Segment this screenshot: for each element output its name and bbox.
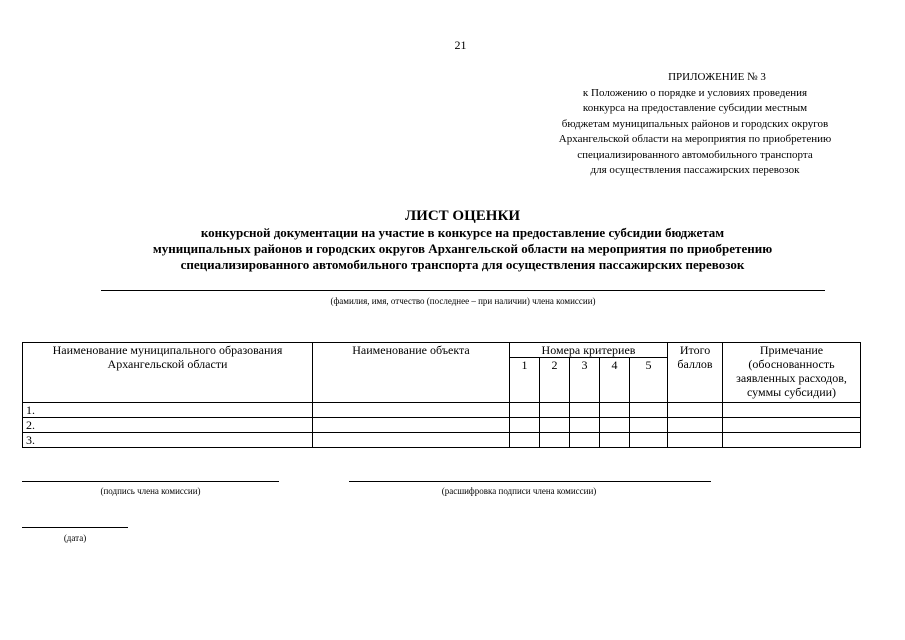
document-subtitle-line: специализированного автомобильного транспорта для осуществления пассажирских перевозок: [180, 257, 745, 272]
appendix-line: специализированного автомобильного транспорта: [577, 148, 813, 161]
appendix-title: ПРИЛОЖЕНИЕ № 3: [668, 71, 766, 83]
appendix-line: к Положению о порядке и условиях проведения: [582, 86, 808, 99]
table-cell[interactable]: [630, 433, 668, 448]
table-cell[interactable]: [313, 433, 510, 448]
table-cell[interactable]: [570, 418, 600, 433]
signature-line: [22, 481, 279, 482]
table-cell[interactable]: [723, 403, 861, 418]
table-cell[interactable]: [668, 433, 723, 448]
table-cell[interactable]: [630, 418, 668, 433]
criterion-number: 5: [630, 358, 668, 403]
table-cell[interactable]: [510, 433, 540, 448]
criterion-number: 3: [570, 358, 600, 403]
criterion-number: 2: [540, 358, 570, 403]
date-line: [22, 527, 128, 528]
table-cell[interactable]: [540, 433, 570, 448]
table-header-row: [23, 343, 861, 358]
table-cell[interactable]: [510, 403, 540, 418]
header-criteria: Номера критериев: [510, 343, 668, 358]
row-number: 3.: [23, 433, 313, 448]
table-cell[interactable]: [313, 418, 510, 433]
member-name-caption: (фамилия, имя, отчество (последнее – при наличии) члена комиссии): [330, 296, 596, 306]
table-cell[interactable]: [600, 418, 630, 433]
table-cell[interactable]: [540, 418, 570, 433]
table-cell[interactable]: [723, 433, 861, 448]
appendix-line: конкурса на предоставление субсидии местным: [582, 102, 808, 114]
table-cell[interactable]: [313, 403, 510, 418]
table-cell[interactable]: [600, 433, 630, 448]
header-municipality: Наименование муниципального образования Архангельской области: [23, 343, 313, 403]
criterion-number: 4: [600, 358, 630, 403]
row-number: 2.: [23, 418, 313, 433]
header-total: Итого баллов: [668, 343, 723, 403]
document-heading: [70, 208, 855, 273]
table-cell[interactable]: [570, 433, 600, 448]
document-subtitle-line: конкурсной документации на участие в конкурсе на предоставление субсидии бюджетам: [200, 225, 725, 240]
table-row: [23, 418, 861, 433]
appendix-line: для осуществления пассажирских перевозок: [590, 164, 800, 176]
table-cell[interactable]: [668, 403, 723, 418]
table-cell[interactable]: [510, 418, 540, 433]
table-cell[interactable]: [570, 403, 600, 418]
evaluation-table: [22, 342, 861, 448]
signature-transcript-line: [349, 481, 711, 482]
document-subtitle-line: муниципальных районов и городских округов Архангельской области на мероприятия по приобретению: [152, 241, 773, 256]
page-number: 21: [454, 38, 467, 52]
criterion-number: 1: [510, 358, 540, 403]
document-title: ЛИСТ ОЦЕНКИ: [405, 208, 520, 224]
appendix-line: Архангельской области на мероприятия по приобретению: [558, 133, 832, 145]
header-note: Примечание (обоснованность заявленных расходов, суммы субсидии): [723, 343, 861, 403]
table-cell[interactable]: [600, 403, 630, 418]
row-number: 1.: [23, 403, 313, 418]
member-name-line: [101, 290, 825, 291]
appendix-line: бюджетам муниципальных районов и городских округов: [561, 117, 829, 130]
appendix-block: [520, 70, 870, 179]
header-object: Наименование объекта: [313, 343, 510, 403]
signature-caption: (подпись члена комиссии): [100, 486, 201, 496]
date-caption: (дата): [63, 533, 87, 543]
table-cell[interactable]: [630, 403, 668, 418]
table-row: [23, 433, 861, 448]
table-cell[interactable]: [540, 403, 570, 418]
signature-transcript-caption: (расшифровка подписи члена комиссии): [441, 486, 597, 496]
table-cell[interactable]: [668, 418, 723, 433]
table-cell[interactable]: [723, 418, 861, 433]
table-row: [23, 403, 861, 418]
